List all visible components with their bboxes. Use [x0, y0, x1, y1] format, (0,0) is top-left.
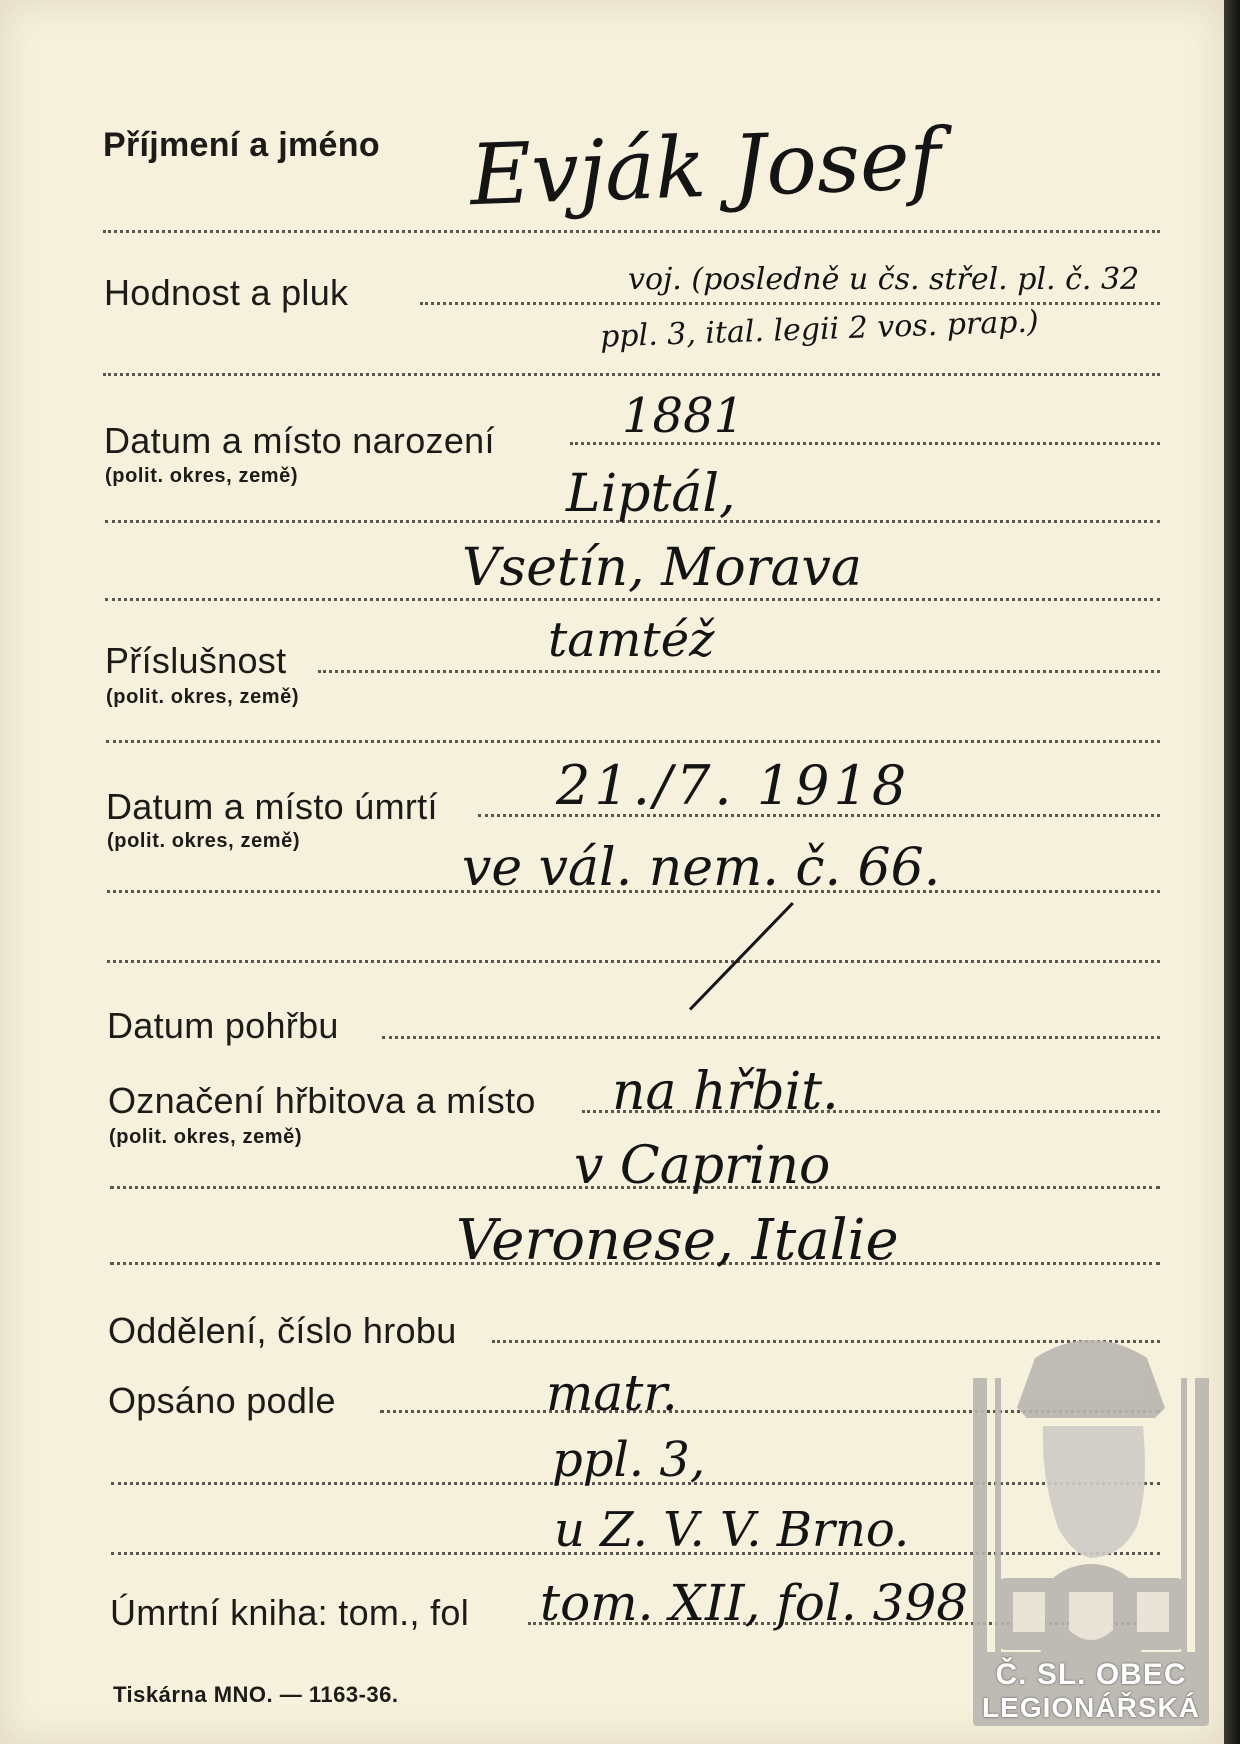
hw-domicile: tamtéž: [548, 612, 715, 668]
stamp-line2: LEGIONÁŘSKÁ: [982, 1692, 1200, 1723]
death-label: Datum a místo úmrtí: [106, 786, 438, 827]
burial-dash-stroke: [689, 902, 794, 1011]
printer-imprint: Tiskárna MNO. — 1163-36.: [113, 1682, 399, 1707]
hw-cemetery3: Veronese, Italie: [456, 1208, 899, 1273]
hw-name: Evják Josef: [468, 109, 943, 225]
hw-death-book: tom. XII, fol. 398: [540, 1574, 969, 1632]
hw-birth-place1: Liptál,: [566, 464, 736, 524]
card-edge: [1224, 0, 1240, 1744]
surname-label: Příjmení a jméno: [103, 126, 380, 164]
burial-label: Datum pohřbu: [107, 1005, 339, 1046]
hw-rank-line2: ppl. 3, ital. legii 2 vos. prap.): [599, 304, 1040, 355]
birth-label: Datum a místo narození: [104, 420, 495, 461]
hw-cemetery1: na hřbit.: [612, 1062, 839, 1122]
rank-line-2: [103, 373, 1160, 376]
hw-death-date: 21./7. 1918: [556, 754, 911, 817]
death-line-2: [107, 960, 1160, 963]
cemetery-label: Označení hřbitova a místo: [108, 1080, 536, 1121]
section-label: Oddělení, číslo hrobu: [108, 1310, 457, 1351]
legion-stamp: [973, 1330, 1209, 1726]
birth-sublabel: (polit. okres, země): [105, 465, 299, 487]
domicile-sublabel: (polit. okres, země): [106, 686, 300, 708]
stamp-line1: Č. SL. OBEC: [995, 1658, 1187, 1691]
cemetery-sublabel: (polit. okres, země): [109, 1126, 303, 1148]
rank-line-1: [420, 302, 1160, 305]
birth-line-2: [105, 598, 1160, 601]
hw-source2: ppl. 3,: [552, 1432, 706, 1488]
death-sublabel: (polit. okres, země): [107, 830, 301, 852]
copied-label: Opsáno podle: [108, 1380, 336, 1421]
hw-source1: matr.: [546, 1364, 678, 1422]
hw-birth-place2: Vsetín, Morava: [462, 538, 862, 598]
death-book-label: Úmrtní kniha: tom., fol: [110, 1592, 470, 1633]
domicile-line-2: [106, 740, 1160, 743]
hw-cemetery2: v Caprino: [574, 1136, 831, 1196]
domicile-label: Příslušnost: [105, 640, 287, 681]
hw-source3: u Z. V. V. Brno.: [554, 1502, 910, 1558]
hw-death-place: ve vál. nem. č. 66.: [462, 838, 941, 898]
surname-line: [103, 230, 1160, 233]
rank-label: Hodnost a pluk: [104, 272, 349, 313]
burial-line: [382, 1036, 1160, 1039]
domicile-line-1: [318, 670, 1160, 673]
hw-birth-year: 1881: [622, 388, 745, 444]
hw-rank-line1: voj. (posledně u čs. střel. pl. č. 32: [628, 262, 1140, 297]
